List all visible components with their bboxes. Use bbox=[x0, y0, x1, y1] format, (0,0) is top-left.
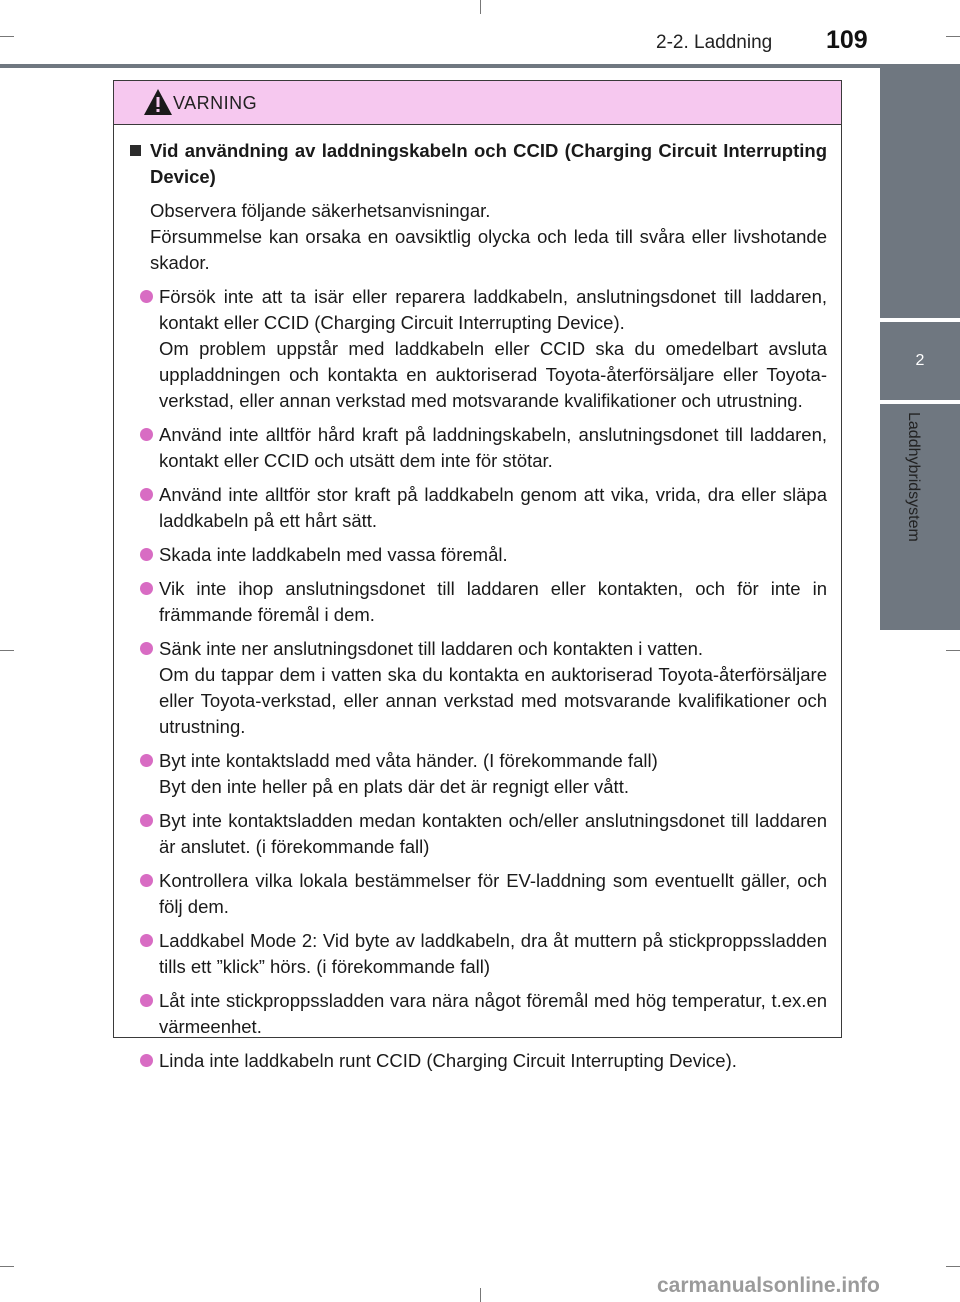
list-item bbox=[130, 636, 827, 740]
list-item bbox=[130, 284, 827, 414]
bullet-dot-icon bbox=[140, 754, 153, 767]
crop-mark bbox=[480, 0, 481, 14]
warning-header bbox=[114, 81, 841, 125]
list-item bbox=[130, 748, 827, 800]
list-item-paragraph: Försök inte att ta isär eller reparera laddkabeln, anslutningsdonet till laddaren, kontakt eller CCID (Charging Circuit Interrupting Device). bbox=[159, 286, 827, 333]
list-item-text bbox=[159, 988, 827, 1040]
warning-triangle-icon bbox=[143, 88, 173, 121]
list-item-text bbox=[159, 284, 827, 414]
crop-mark bbox=[946, 36, 960, 37]
crop-mark bbox=[0, 650, 14, 651]
chapter-number: 2 bbox=[915, 352, 925, 369]
list-item bbox=[130, 928, 827, 980]
warning-box bbox=[113, 80, 842, 1071]
bullet-dot-icon bbox=[140, 290, 153, 303]
list-item-paragraph: Om du tappar dem i vatten ska du kontakta en auktoriserad Toyota-återförsäljare eller Toyota-verkstad, eller annan verkstad med motsvarande kvalifikationer och utrustning. bbox=[159, 664, 827, 737]
list-item-paragraph: Linda inte laddkabeln runt CCID (Charging Circuit Interrupting Device). bbox=[159, 1050, 737, 1071]
list-item-text bbox=[159, 748, 827, 800]
list-item-paragraph: Låt inte stickproppssladden vara nära något föremål med hög temperatur, t.ex.en värmeenhet. bbox=[159, 990, 827, 1037]
list-item-paragraph: Byt inte kontaktsladd med våta händer. (I förekommande fall) bbox=[159, 750, 658, 771]
list-item-paragraph: Byt inte kontaktsladden medan kontakten och/eller anslutningsdonet till laddaren är anslutet. (i förekommande fall) bbox=[159, 810, 827, 857]
list-item bbox=[130, 988, 827, 1040]
list-item-text bbox=[159, 1048, 827, 1074]
bullet-dot-icon bbox=[140, 934, 153, 947]
crop-mark bbox=[0, 36, 14, 37]
list-item bbox=[130, 808, 827, 860]
warning-heading bbox=[130, 138, 827, 190]
warning-heading-text: Vid användning av laddningskabeln och CCID (Charging Circuit Interrupting Device) bbox=[150, 140, 827, 187]
crop-mark bbox=[946, 650, 960, 651]
warning-title: VARNING bbox=[173, 93, 258, 113]
list-item-text bbox=[159, 636, 827, 740]
bullet-dot-icon bbox=[140, 814, 153, 827]
bullet-dot-icon bbox=[140, 1054, 153, 1067]
list-item-text bbox=[159, 808, 827, 860]
warning-content bbox=[130, 138, 827, 1082]
list-item-paragraph: Sänk inte ner anslutningsdonet till laddaren och kontakten i vatten. bbox=[159, 638, 704, 659]
list-item bbox=[130, 482, 827, 534]
list-item-paragraph: Använd inte alltför stor kraft på laddkabeln genom att vika, vrida, dra eller släpa laddkabeln på ett hårt sätt. bbox=[159, 484, 827, 531]
list-item-paragraph: Kontrollera vilka lokala bestämmelser för EV-laddning som eventuellt gäller, och följ dem. bbox=[159, 870, 827, 917]
list-item-text bbox=[159, 576, 827, 628]
intro-line: Observera följande säkerhetsanvisningar. bbox=[150, 200, 491, 221]
list-item-paragraph: Byt den inte heller på en plats där det är regnigt eller vått. bbox=[159, 776, 629, 797]
side-tab-upper bbox=[880, 68, 960, 318]
crop-mark bbox=[946, 1266, 960, 1267]
bullet-dot-icon bbox=[140, 428, 153, 441]
crop-mark bbox=[0, 1266, 14, 1267]
bullet-dot-icon bbox=[140, 994, 153, 1007]
list-item bbox=[130, 576, 827, 628]
bullet-dot-icon bbox=[140, 874, 153, 887]
bullet-dot-icon bbox=[140, 642, 153, 655]
square-bullet-icon bbox=[130, 145, 141, 156]
list-item-paragraph: Skada inte laddkabeln med vassa föremål. bbox=[159, 544, 508, 565]
list-item-paragraph: Vik inte ihop anslutningsdonet till laddaren eller kontakten, och för inte in främmande föremål i dem. bbox=[159, 578, 827, 625]
list-item-text bbox=[159, 542, 827, 568]
warning-intro bbox=[150, 198, 827, 276]
bullet-dot-icon bbox=[140, 548, 153, 561]
list-item bbox=[130, 542, 827, 568]
bullet-dot-icon bbox=[140, 582, 153, 595]
list-item-text bbox=[159, 482, 827, 534]
chapter-tab[interactable] bbox=[880, 322, 960, 400]
list-item-paragraph: Om problem uppstår med laddkabeln eller CCID ska du omedelbart avsluta uppladdningen och kontakta en auktoriserad Toyota-återförsäljare eller Toyota-verkstad, eller annan verkstad med motsvarande kvalifikationer och utrustning. bbox=[159, 338, 827, 411]
list-item-paragraph: Laddkabel Mode 2: Vid byte av laddkabeln, dra åt muttern på stickproppssladden tills ett ”klick” hörs. (i förekommande fall) bbox=[159, 930, 827, 977]
list-item bbox=[130, 1048, 827, 1074]
list-item bbox=[130, 868, 827, 920]
page-number: 109 bbox=[826, 26, 868, 54]
watermark: carmanualsonline.info bbox=[657, 1274, 880, 1297]
section-title: 2-2. Laddning bbox=[656, 32, 773, 53]
list-item-text bbox=[159, 422, 827, 474]
chapter-label: Laddhybridsystem bbox=[905, 412, 922, 542]
list-item-paragraph: Använd inte alltför hård kraft på laddningskabeln, anslutningsdonet till laddaren, kontakt eller CCID och utsätt dem inte för stötar. bbox=[159, 424, 827, 471]
list-item bbox=[130, 422, 827, 474]
list-item-text bbox=[159, 928, 827, 980]
bullet-dot-icon bbox=[140, 488, 153, 501]
intro-line: Försummelse kan orsaka en oavsiktlig olycka och leda till svåra eller livshotande skador. bbox=[150, 226, 827, 273]
crop-mark bbox=[480, 1288, 481, 1302]
warning-list bbox=[130, 284, 827, 1074]
header-rule bbox=[0, 64, 960, 68]
list-item-text bbox=[159, 868, 827, 920]
